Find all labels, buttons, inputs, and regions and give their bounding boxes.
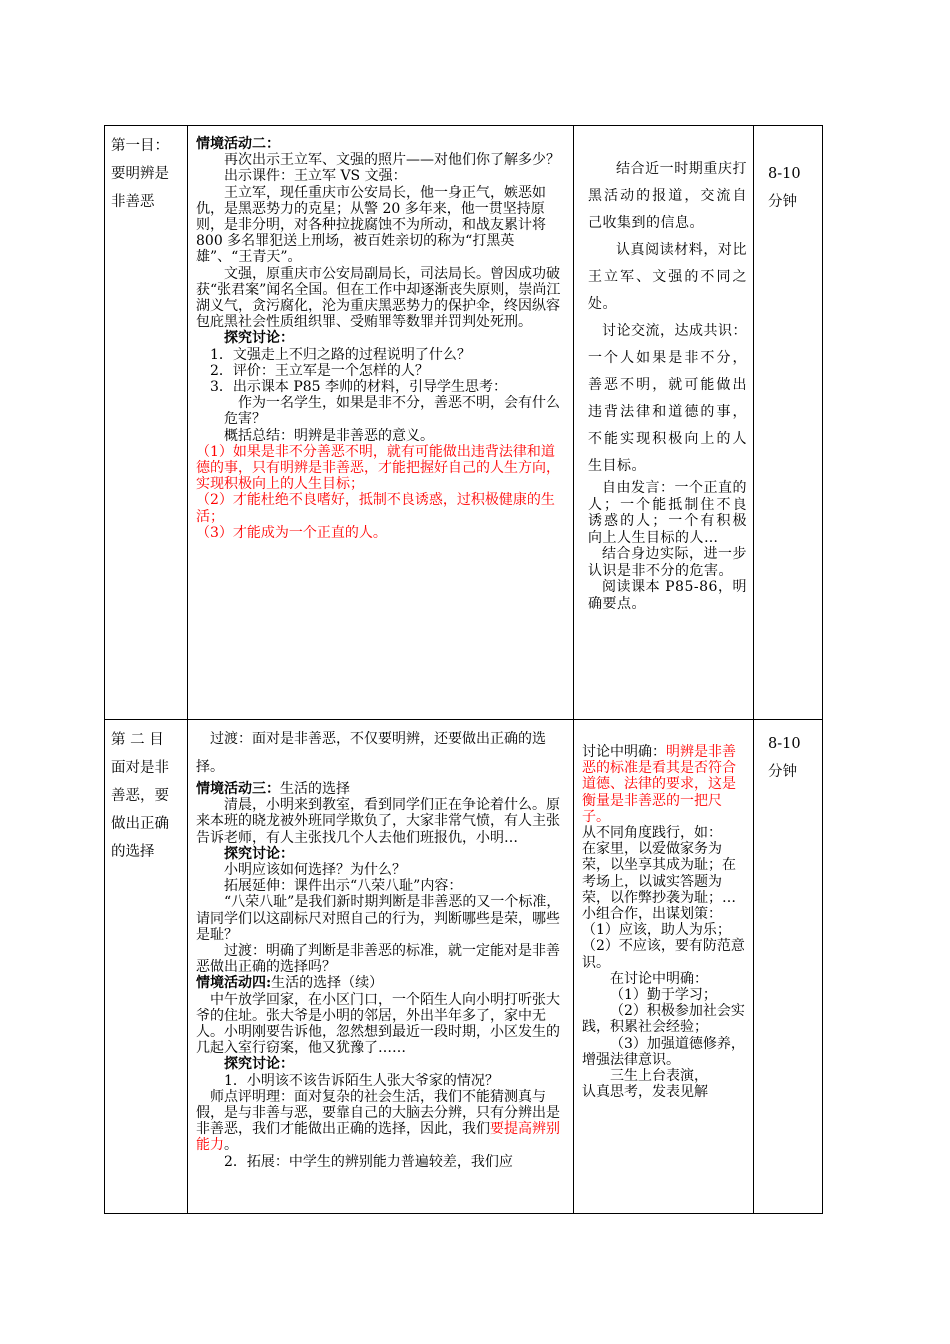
- section-line: 善恶，要: [111, 788, 169, 804]
- time-value: 8-10: [768, 736, 801, 752]
- intro-text: 再次出示王立军、文强的照片——对他们你了解多少？: [224, 152, 560, 169]
- extension-question: 2．拓展：中学生的辨别能力普遍较差，我们应: [224, 1153, 513, 1170]
- teacher-comment-highlight: 要提高辨别能力: [196, 1121, 560, 1154]
- teacher-comment: [196, 1089, 565, 1154]
- student-activity: （1）应该，助人为乐；: [582, 922, 731, 939]
- student-activity: 从不同角度践行，如：: [582, 825, 722, 842]
- activity-heading-line: [196, 975, 565, 991]
- extension-text: 拓展延伸：课件出示“八荣八耻”内容：: [224, 878, 463, 895]
- courseware-text: 出示课件：王立军 VS 文强：: [224, 168, 407, 185]
- student-activity: 认真阅读材料，对比王立军、文强的不同之处。: [588, 242, 747, 312]
- wang-paragraph: 王立军，现任重庆市公安局长，他一身正气，嫉恶如仇，是黑恶势力的克星；从警 20 多年来，他一贯坚持原则，是非分明，对各种拉拢腐蚀不为所动，和战友累计将 800 多名罪犯送上刑场，被百姓亲切的称为“打黑英雄”、“王青天”。: [196, 184, 546, 266]
- time-unit: 分钟: [768, 194, 797, 210]
- discussion-heading: 探究讨论：: [224, 845, 294, 862]
- student-activity: 在讨论中明确：: [610, 970, 708, 987]
- discussion-heading: 探究讨论：: [224, 1056, 294, 1073]
- transition-text: 过渡：面对是非善恶，不仅要明辨，还要做出正确的选择。: [196, 731, 546, 775]
- student-activity: 在家里，以爱做家务为荣，以坐享其成为耻；在考场上，以诚实答题为荣，以作弊抄袭为耻；…: [582, 841, 736, 906]
- student-activity-cell: [574, 126, 754, 720]
- student-activity: 结合身边实际，进一步认识是非不分的危害。: [588, 546, 747, 579]
- activity-subtitle: 生活的选择: [280, 781, 350, 797]
- lesson-plan-table: [104, 125, 823, 1214]
- student-activity: （2）积极参加社会实践，积累社会经验；: [582, 1003, 745, 1036]
- activity-heading: 情境活动三：: [196, 781, 280, 797]
- section-line: 面对是非: [111, 760, 169, 776]
- student-activity: [582, 744, 747, 825]
- student-activity: 讨论交流，达成共识：一个人如果是非不分，善恶不明，就可能做出违背法律和道德的事，不能实现积极向上的人生目标。: [588, 323, 747, 474]
- activity-heading: 情境活动二：: [196, 136, 280, 152]
- student-activity: 认真思考，发表见解: [582, 1084, 708, 1101]
- student-activity: 小组合作，出谋划策：: [582, 906, 722, 923]
- teacher-activity-cell: [188, 720, 574, 1214]
- scenario-paragraph: 清晨，小明来到教室，看到同学们正在争论着什么。原来本班的晓龙被外班同学欺负了，大家非常气愤，有人主张告诉老师，有人主张找几个人去他们班报仇，小明…: [196, 797, 560, 846]
- activity-heading-line: [196, 781, 565, 797]
- table-row: [105, 126, 823, 720]
- section-line: 非善恶: [111, 194, 155, 210]
- discussion-question: 1．小明该不该告诉陌生人张大爷家的情况？: [224, 1072, 499, 1089]
- discussion-question: 1．文强走上不归之路的过程说明了什么？: [210, 346, 471, 363]
- teacher-activity-cell: [188, 126, 574, 720]
- discussion-question: 3．出示课本 P85 李帅的材料，引导学生思考：: [210, 379, 508, 396]
- discussion-question-detail: 作为一名学生，如果是非不分，善恶不明，会有什么危害？: [224, 395, 560, 428]
- scenario-paragraph: 中午放学回家，在小区门口，一个陌生人向小明打听张大爷的住址。张大爷是小明的邻居，外出半年多了，家中无人。小明刚要告诉他，忽然想到最近一段时期，小区发生的几起入室行窃案，他又犹豫了……: [196, 991, 560, 1057]
- time-unit: 分钟: [768, 764, 797, 780]
- section-cell: [105, 720, 188, 1214]
- student-activity-highlight: 明辨是非善恶的标准是看其是否符合道德、法律的要求，这是衡量是非善恶的一把尺子。: [582, 744, 736, 825]
- wen-paragraph: 文强，原重庆市公安局副局长，司法局长。曾因成功破获“张君案”闻名全国。但在工作中却逐渐丧失原则，崇尚江湖义气，贪污腐化，沦为重庆黑恶势力的保护伞，终因纵容包庇黑社会性质组织罪、受贿罪等数罪并罚判处死刑。: [196, 265, 561, 331]
- activity-subtitle: 生活的选择（续）: [271, 975, 384, 992]
- student-activity: （1）勤于学习；: [610, 987, 717, 1004]
- significance-point: （2）才能杜绝不良嗜好，抵制不良诱惑，过积极健康的生活；: [196, 492, 555, 525]
- teacher-comment-text: 师点评明理：面对复杂的社会生活，我们不能猜测真与假，是与非善与恶，要靠自己的大脑去分辨，只有分辨出是非善恶，我们才能做出正确的选择，因此，我们: [196, 1088, 560, 1138]
- section-cell: [105, 126, 188, 720]
- time-cell: [754, 126, 823, 720]
- significance-point: （3）才能成为一个正直的人。: [196, 524, 387, 541]
- time-value: 8-10: [768, 166, 801, 182]
- table-row: [105, 720, 823, 1214]
- section-line: 做出正确: [111, 816, 169, 832]
- transition-text: 过渡：明确了判断是非善恶的标准，就一定能对是非善恶做出正确的选择吗？: [196, 943, 560, 976]
- section-line: 的选择: [111, 844, 155, 860]
- discussion-question: 2．评价：王立军是一个怎样的人？: [210, 362, 429, 379]
- student-activity: 阅读课本 P85-86，明确要点。: [588, 579, 747, 612]
- student-activity-text: 讨论中明确：: [582, 744, 666, 760]
- activity-heading: 情境活动四:: [196, 975, 272, 992]
- teacher-comment-end: 。: [224, 1137, 238, 1154]
- significance-point: （1）如果是非不分善恶不明，就有可能做出违背法律和道德的事，只有明辨是非善恶，才能把握好自己的人生方向，实现积极向上的人生目标；: [196, 443, 560, 493]
- student-activity: （2）不应该，要有防范意识。: [582, 938, 745, 971]
- student-activity: 结合近一时期重庆打黑活动的报道，交流自己收集到的信息。: [588, 161, 747, 231]
- section-line: 第一目：: [111, 138, 169, 154]
- student-activity-cell: [574, 720, 754, 1214]
- discussion-heading: 探究讨论：: [224, 330, 294, 347]
- extension-detail: “八荣八耻”是我们新时期判断是非善恶的又一个标准，请同学们以这副标尺对照自己的行为，判断哪些是荣，哪些是耻？: [196, 894, 561, 943]
- section-line: 第 二 目: [111, 732, 164, 748]
- section-line: 要明辨是: [111, 166, 169, 182]
- student-activity: 自由发言：一个正直的人；一个能抵制住不良诱惑的人；一个有积极向上人生目标的人…: [588, 480, 747, 546]
- student-activity: （3）加强道德修养，增强法律意识。: [582, 1035, 745, 1068]
- summary-text: 概括总结：明辨是非善恶的意义。: [224, 427, 434, 444]
- time-cell: [754, 720, 823, 1214]
- discussion-question: 小明应该如何选择？为什么？: [224, 862, 406, 879]
- student-activity: 三生上台表演，: [610, 1068, 708, 1085]
